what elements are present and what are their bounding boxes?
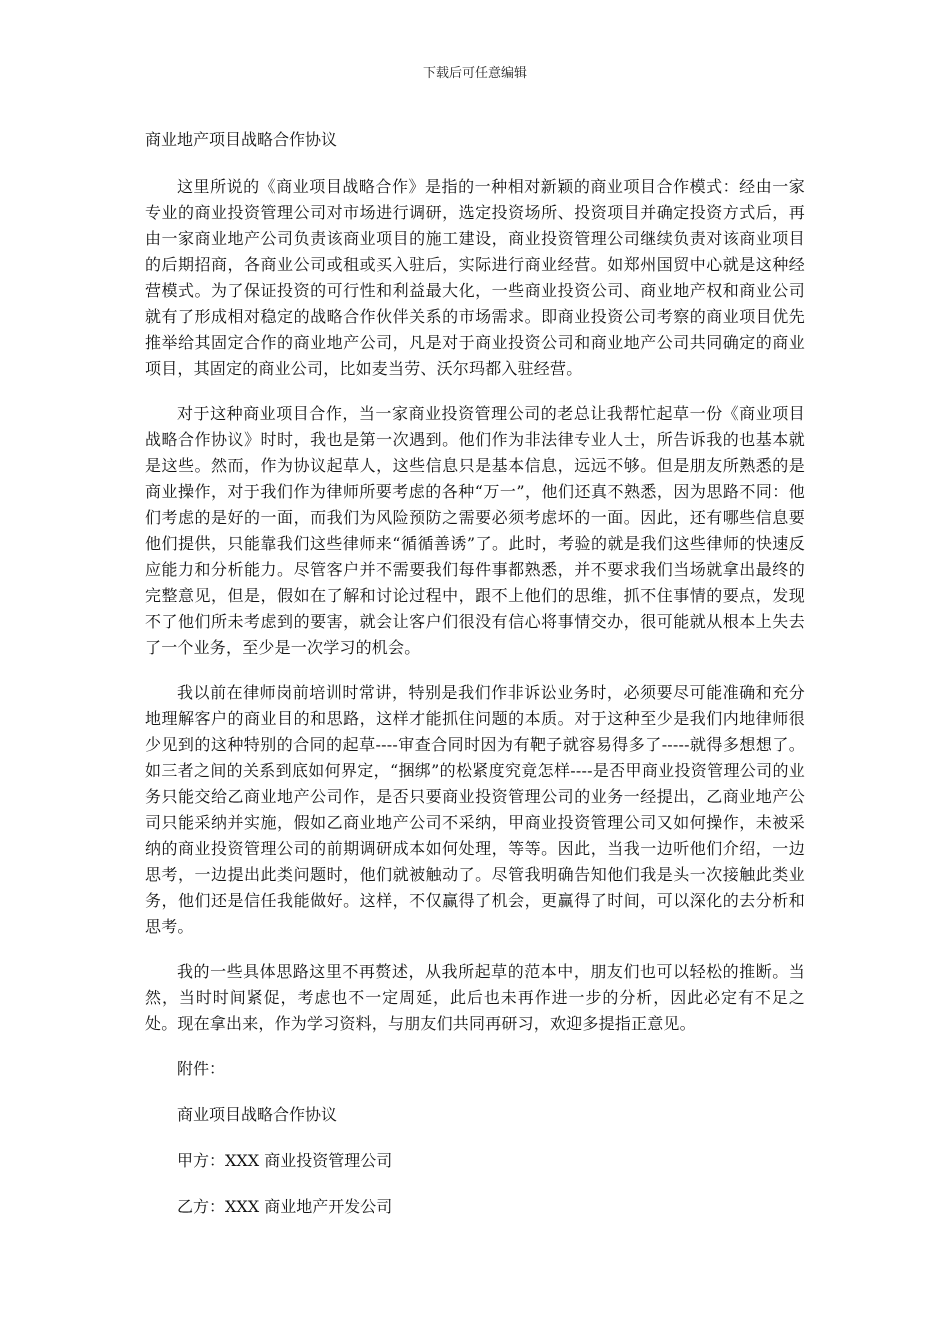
document-title: 商业地产项目战略合作协议 — [145, 130, 338, 149]
page-header-note: 下载后可任意编辑 — [422, 66, 527, 81]
attachment-label: 附件： — [177, 1059, 226, 1078]
paragraph-2: 对于这种商业项目合作，当一家商业投资管理公司的老总让我帮忙起草一份《商业项目战略合作协议》时时，我也是第一次遇到。他们作为非法律专业人士，所告诉我的也基本就是这些。然而，作为协议起草人，这些信息只是基本信息，远远不够。但是朋友所熟悉的是商业操作，对于我们作为律师所要考虑的各种“万一”，他们还真不熟悉，因为思路不同：他们考虑的是好的一面，而我们为风险预防之需要必须考虑坏的一面。因此，还有哪些信息要他们提供，只能靠我们这些律师来“循循善诱”了。此时，考验的就是我们这些律师的快速反应能力和分析能力。尽管客户并不需要我们每件事都熟悉，并不要求我们当场就拿出最终的完整意见，但是，假如在了解和讨论过程中，跟不上他们的思维，抓不住事情的要点，发现不了他们所未考虑到的要害，就会让客户们很没有信心将事情交办，很可能就从根本上失去了一个业务，至少是一次学习的机会。 — [145, 404, 805, 657]
paragraph-3: 我以前在律师岗前培训时常讲，特别是我们作非诉讼业务时，必须要尽可能准确和充分地理解客户的商业目的和思路，这样才能抓住问题的本质。对于这种至少是我们内地律师很少见到的这种特别的合同的起草----审查合同时因为有靶子就容易得多了-----就得多想想了。如三者之间的关系到底如何界定，“捆绑”的松紧度究竟怎样----是否甲商业投资管理公司的业务只能交给乙商业地产公司作，是否只要商业投资管理公司的业务一经提出，乙商业地产公司只能采纳并实施，假如乙商业地产公司不采纳，甲商业投资管理公司又如何操作，未被采纳的商业投资管理公司的前期调研成本如何处理，等等。因此，当我一边听他们介绍，一边思考，一边提出此类问题时，他们就被触动了。尽管我明确告知他们我是头一次接触此类业务，他们还是信任我能做好。这样，不仅赢得了机会，更赢得了时间，可以深化的去分析和思考。 — [145, 683, 805, 936]
paragraph-1: 这里所说的《商业项目战略合作》是指的一种相对新颖的商业项目合作模式：经由一家专业的商业投资管理公司对市场进行调研，选定投资场所、投资项目并确定投资方式后，再由一家商业地产公司负责该商业项目的施工建设，商业投资管理公司继续负责对该商业项目的后期招商，各商业公司或租或买入驻后，实际进行商业经营。如郑州国贸中心就是这种经营模式。为了保证投资的可行性和利益最大化，一些商业投资公司、商业地产权和商业公司就有了形成相对稳定的战略合作伙伴关系的市场需求。即商业投资公司考察的商业项目优先推举给其固定合作的商业地产公司，凡是对于商业投资公司和商业地产公司共同确定的商业项目，其固定的商业公司，比如麦当劳、沃尔玛都入驻经营。 — [145, 177, 805, 378]
agreement-title: 商业项目战略合作协议 — [177, 1105, 338, 1124]
paragraph-4: 我的一些具体思路这里不再赘述，从我所起草的范本中，朋友们也可以轻松的推断。当然，当时时间紧促，考虑也不一定周延，此后也未再作进一步的分析，因此必定有不足之处。现在拿出来，作为学习资料，与朋友们共同再研习，欢迎多提指正意见。 — [145, 962, 805, 1033]
document-body — [145, 126, 805, 1240]
party-a: 甲方：XXX 商业投资管理公司 — [177, 1151, 393, 1170]
party-b: 乙方：XXX 商业地产开发公司 — [177, 1197, 393, 1216]
